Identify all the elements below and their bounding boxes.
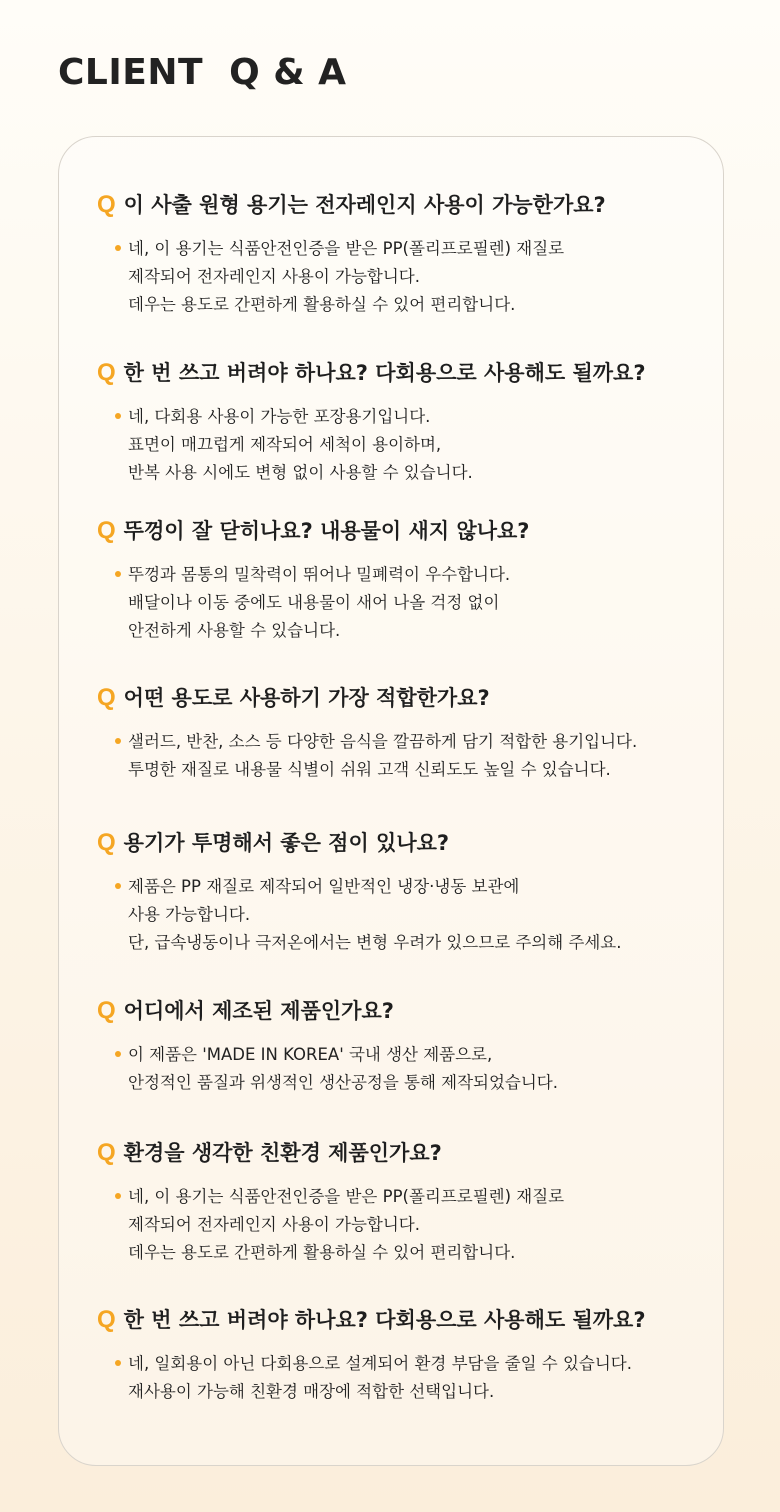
bullet-icon (115, 245, 121, 251)
qa-item (97, 515, 727, 645)
question-text: 이 사출 원형 용기는 전자레인지 사용이 가능한가요? (123, 193, 606, 217)
question-text: 어디에서 제조된 제품인가요? (123, 999, 394, 1023)
q-mark-icon: Q (97, 517, 116, 544)
q-mark-icon: Q (97, 191, 116, 218)
answer-line: 뚜껑과 몸통의 밀착력이 뛰어나 밀폐력이 우수합니다. (128, 565, 511, 584)
answer-line: 단, 급속냉동이나 극저온에서는 변형 우려가 있으므로 주의해 주세요. (128, 933, 622, 952)
question-text: 한 번 쓰고 버려야 하나요? 다회용으로 사용해도 될까요? (123, 1308, 646, 1332)
answer-line: 제작되어 전자레인지 사용이 가능합니다. (128, 1215, 420, 1234)
question-text: 용기가 투명해서 좋은 점이 있나요? (123, 831, 450, 855)
answer-line: 재사용이 가능해 친환경 매장에 적합한 선택입니다. (128, 1382, 495, 1401)
bullet-icon (115, 1360, 121, 1366)
answer-line: 네, 다회용 사용이 가능한 포장용기입니다. (128, 407, 431, 426)
answer (115, 1350, 727, 1406)
question-row (97, 1304, 727, 1334)
answer-line: 안전하게 사용할 수 있습니다. (128, 621, 341, 640)
question-row (97, 827, 727, 857)
qa-item (97, 995, 727, 1097)
question-row (97, 995, 727, 1025)
q-mark-icon: Q (97, 684, 116, 711)
question-text: 환경을 생각한 친환경 제품인가요? (123, 1141, 442, 1165)
question-row (97, 189, 727, 219)
answer (115, 403, 727, 487)
qa-item (97, 1137, 727, 1267)
answer (115, 1041, 727, 1097)
q-mark-icon: Q (97, 359, 116, 386)
answer-line: 데우는 용도로 간편하게 활용하실 수 있어 편리합니다. (128, 1243, 516, 1262)
answer-line: 안정적인 품질과 위생적인 생산공정을 통해 제작되었습니다. (128, 1073, 558, 1092)
qa-item (97, 357, 727, 487)
answer-line: 네, 일회용이 아닌 다회용으로 설계되어 환경 부담을 줄일 수 있습니다. (128, 1354, 632, 1373)
qa-item (97, 682, 727, 784)
answer (115, 728, 727, 784)
answer-line: 배달이나 이동 중에도 내용물이 새어 나올 걱정 없이 (128, 593, 500, 612)
question-row (97, 682, 727, 712)
answer-line: 데우는 용도로 간편하게 활용하실 수 있어 편리합니다. (128, 295, 516, 314)
answer (115, 561, 727, 645)
answer (115, 873, 727, 957)
bullet-icon (115, 571, 121, 577)
qa-item (97, 189, 727, 319)
q-mark-icon: Q (97, 1139, 116, 1166)
bullet-icon (115, 1051, 121, 1057)
q-mark-icon: Q (97, 829, 116, 856)
question-row (97, 1137, 727, 1167)
answer (115, 235, 727, 319)
bullet-icon (115, 1193, 121, 1199)
qa-item (97, 1304, 727, 1406)
answer-line: 네, 이 용기는 식품안전인증을 받은 PP(폴리프로필렌) 재질로 (128, 1187, 565, 1206)
answer (115, 1183, 727, 1267)
answer-line: 투명한 재질로 내용물 식별이 쉬워 고객 신뢰도도 높일 수 있습니다. (128, 760, 611, 779)
question-row (97, 515, 727, 545)
page-title: CLIENT Q & A (58, 52, 347, 93)
answer-line: 사용 가능합니다. (128, 905, 251, 924)
qa-item (97, 827, 727, 957)
question-text: 어떤 용도로 사용하기 가장 적합한가요? (123, 686, 490, 710)
answer-line: 제품은 PP 재질로 제작되어 일반적인 냉장·냉동 보관에 (128, 877, 520, 896)
answer-line: 표면이 매끄럽게 제작되어 세척이 용이하며, (128, 435, 442, 454)
answer-line: 제작되어 전자레인지 사용이 가능합니다. (128, 267, 420, 286)
bullet-icon (115, 738, 121, 744)
answer-line: 네, 이 용기는 식품안전인증을 받은 PP(폴리프로필렌) 재질로 (128, 239, 565, 258)
qa-card (58, 136, 724, 1466)
question-row (97, 357, 727, 387)
answer-line: 반복 사용 시에도 변형 없이 사용할 수 있습니다. (128, 463, 473, 482)
q-mark-icon: Q (97, 997, 116, 1024)
question-text: 뚜껑이 잘 닫히나요? 내용물이 새지 않나요? (123, 519, 530, 543)
bullet-icon (115, 883, 121, 889)
answer-line: 이 제품은 'MADE IN KOREA' 국내 생산 제품으로, (128, 1045, 493, 1064)
q-mark-icon: Q (97, 1306, 116, 1333)
question-text: 한 번 쓰고 버려야 하나요? 다회용으로 사용해도 될까요? (123, 361, 646, 385)
answer-line: 샐러드, 반찬, 소스 등 다양한 음식을 깔끔하게 담기 적합한 용기입니다. (128, 732, 638, 751)
bullet-icon (115, 413, 121, 419)
